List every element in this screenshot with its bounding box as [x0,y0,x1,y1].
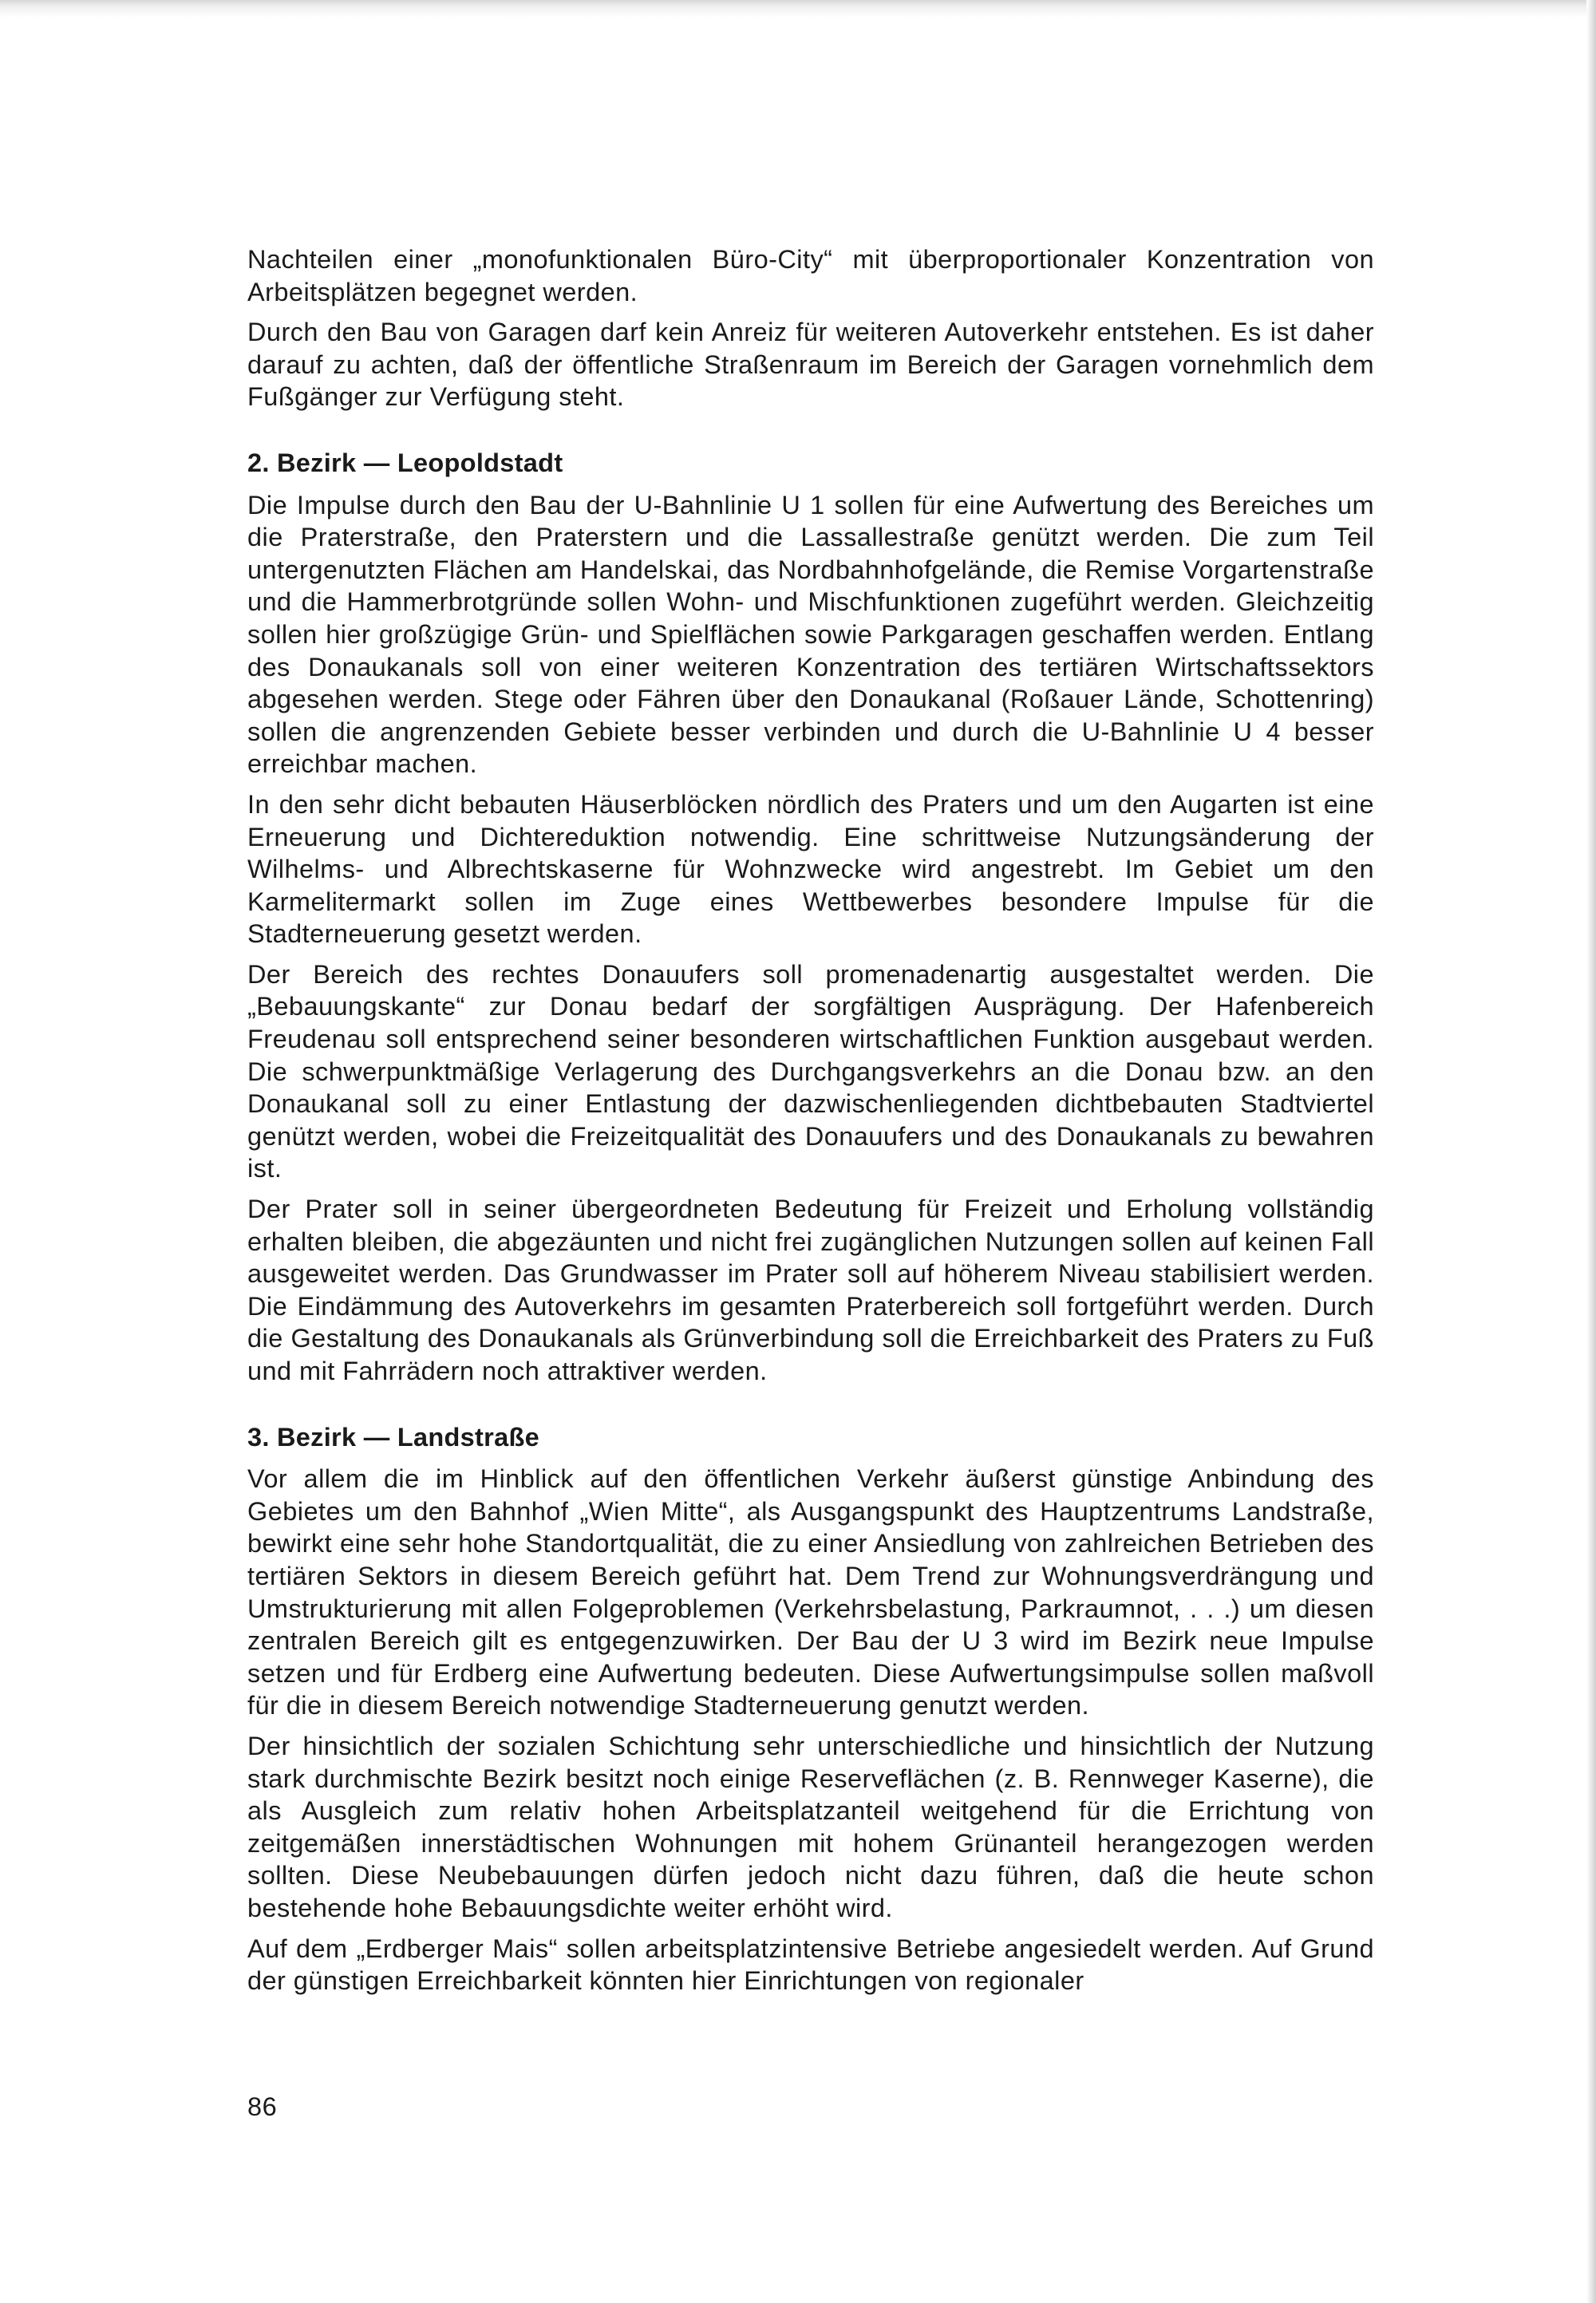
page-content [247,243,1374,2005]
leopoldstadt-paragraph-3: Der Bereich des rechtes Donauufers soll promenadenartig ausgestaltet werden. Die „Bebauungskante“ zur Donau bedarf der sorgfältigen Ausprägung. Der Hafenbereich Freudenau soll entsprechend seiner besonderen wirtschaftlichen Funktion ausgebaut werden. Die schwerpunktmäßige Verlagerung des Durchgangsverkehrs an die Donau bzw. an den Donaukanal soll zu einer Entlastung der dazwischenliegenden dichtbebauten Stadtviertel genützt werden, wobei die Freizeitqualität des Donauufers und des Donaukanals zu bewahren ist. [247,959,1374,1183]
scan-edge-top [0,0,1596,18]
leopoldstadt-paragraph-2: In den sehr dicht bebauten Häuserblöcken nördlich des Praters und um den Augarten ist eine Erneuerung und Dichtereduktion notwendig. Eine schrittweise Nutzungsänderung der Wilhelms- und Albrechtskaserne für Wohnzwecke wird angestrebt. Im Gebiet um den Karmelitermarkt sollen im Zuge eines Wettbewerbes besondere Impulse für die Stadterneuerung gesetzt werden. [247,789,1374,949]
intro-paragraph-2: Durch den Bau von Garagen darf kein Anreiz für weiteren Autoverkehr entstehen. Es ist daher darauf zu achten, daß der öffentliche Straßenraum im Bereich der Garagen vornehmlich dem Fußgänger zur Verfügung steht. [247,318,1374,412]
leopoldstadt-paragraph-1: Die Impulse durch den Bau der U-Bahnlinie U 1 sollen für eine Aufwertung des Bereiches um die Praterstraße, den Praterstern und die Lassallestraße genützt werden. Die zum Teil untergenutzten Flächen am Handelskai, das Nordbahnhofgelände, die Remise Vorgartenstraße und die Hammerbrotgründe sollen Wohn- und Mischfunktionen zugeführt werden. Gleichzeitig sollen hier großzügige Grün- und Spielflächen sowie Parkgaragen geschaffen werden. Entlang des Donaukanals soll von einer weiteren Konzentration des tertiären Wirtschaftssektors abgesehen werden. Stege oder Fähren über den Donaukanal (Roßauer Lände, Schottenring) sollen die angrenzenden Gebiete besser verbinden und durch die U-Bahnlinie U 4 besser erreichbar machen. [247,490,1374,779]
landstrasse-paragraph-2: Der hinsichtlich der sozialen Schichtung sehr unterschiedliche und hinsichtlich der Nutzung stark durchmischte Bezirk besitzt noch einige Reserveflächen (z. B. Rennweger Kaserne), die als Ausgleich zum relativ hohen Arbeitsplatzanteil weitgehend für die Errichtung von zeitgemäßen innerstädtischen Wohnungen mit hohem Grünanteil herangezogen werden sollten. Diese Neubebauungen dürfen jedoch nicht dazu führen, daß die heute schon bestehende hohe Bebauungsdichte weiter erhöht wird. [247,1731,1374,1922]
scan-edge-right [1586,0,1596,2303]
landstrasse-paragraph-3: Auf dem „Erdberger Mais“ sollen arbeitsplatzintensive Betriebe angesiedelt werden. Auf Grund der günstigen Erreichbarkeit könnten hier Einrichtungen von regionaler [247,1934,1374,1996]
section-heading-leopoldstadt: 2. Bezirk — Leopoldstadt [247,448,563,477]
leopoldstadt-paragraph-4: Der Prater soll in seiner übergeordneten Bedeutung für Freizeit und Erholung vollständig erhalten bleiben, die abgezäunten und nicht frei zugänglichen Nutzungen sollen auf keinen Fall ausgeweitet werden. Das Grundwasser im Prater soll auf höherem Niveau stabilisiert werden. Die Eindämmung des Autoverkehrs im gesamten Praterbereich soll fortgeführt werden. Durch die Gestaltung des Donaukanals als Grünverbindung soll die Erreichbarkeit des Praters zu Fuß und mit Fahrrädern noch attraktiver werden. [247,1195,1374,1385]
intro-paragraph-1: Nachteilen einer „monofunktionalen Büro-City“ mit überproportionaler Konzentration von Arbeitsplätzen begegnet werden. [247,245,1374,306]
section-heading-landstrasse: 3. Bezirk — Landstraße [247,1422,540,1452]
page-number: 86 [247,2092,278,2121]
landstrasse-paragraph-1: Vor allem die im Hinblick auf den öffentlichen Verkehr äußerst günstige Anbindung des Gebietes um den Bahnhof „Wien Mitte“, als Ausgangspunkt des Hauptzentrums Landstraße, bewirkt eine sehr hohe Standortqualität, die zu einer Ansiedlung von zahlreichen Betrieben des tertiären Sektors in diesem Bereich geführt hat. Dem Trend zur Wohnungsverdrängung und Umstrukturierung mit allen Folgeproblemen (Verkehrsbelastung, Parkraumnot, . . .) um diesen zentralen Bereich gilt es entgegenzuwirken. Der Bau der U 3 wird im Bezirk neue Impulse setzen und für Erdberg eine Aufwertung bedeuten. Diese Aufwertungsimpulse sollen maßvoll für die in diesem Bereich notwendige Stadterneuerung genutzt werden. [247,1464,1374,1720]
